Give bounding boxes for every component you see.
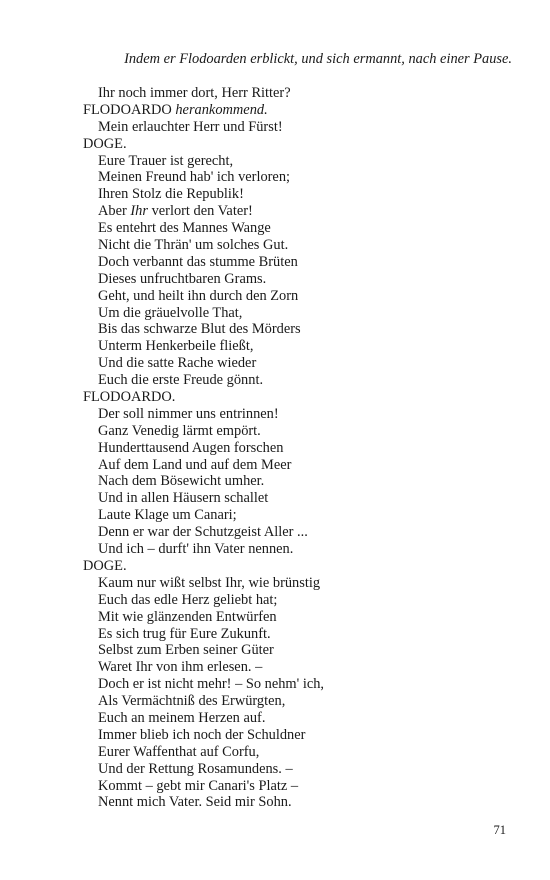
speaker-name (83, 558, 523, 575)
verse-text: Um die gräuelvolle That, (98, 304, 243, 321)
verse-line (83, 626, 523, 643)
verse-line (83, 592, 523, 609)
verse-text: Eurer Waffenthat auf Corfu, (98, 743, 260, 760)
verse-text: Euch die erste Freude gönnt. (98, 372, 264, 389)
verse-text: Mein erlauchter Herr und Fürst! (98, 118, 283, 135)
verse-text: Es sich trug für Eure Zukunft. (98, 625, 271, 642)
verse-line (83, 778, 523, 795)
verse-line (83, 203, 523, 220)
verse-line (83, 490, 523, 507)
verse-line (83, 338, 523, 355)
speaker-label: DOGE. (83, 557, 127, 574)
verse-line (83, 169, 523, 186)
verse-text: Nennt mich Vater. Seid mir Sohn. (98, 794, 292, 811)
verse-line (83, 659, 523, 676)
page-number: 71 (493, 823, 506, 837)
verse-line (83, 406, 523, 423)
verse-line (83, 609, 523, 626)
verse-text: Doch verbannt das stumme Brüten (98, 253, 298, 270)
verse-text: Und die satte Rache wieder (98, 355, 257, 372)
verse-line (83, 642, 523, 659)
verse-line (83, 271, 523, 288)
speaker-name (83, 102, 523, 119)
verse-text: Doch er ist nicht mehr! – So nehm' ich, (98, 676, 324, 693)
verse-line (83, 305, 523, 322)
verse-line (83, 186, 523, 203)
verse-text: Hunderttausend Augen forschen (98, 439, 284, 456)
verse-text: Immer blieb ich noch der Schuldner (98, 726, 306, 743)
dialogue-text (83, 85, 523, 811)
verse-text: Mit wie glänzenden Entwürfen (98, 608, 277, 625)
speaker-label: DOGE. (83, 135, 127, 152)
verse-line (83, 541, 523, 558)
stage-note: herankommend. (175, 101, 268, 118)
speaker-label: FLODOARDO. (83, 389, 176, 406)
verse-line (83, 710, 523, 727)
verse-line (83, 524, 523, 541)
verse-text: Aber (98, 203, 131, 220)
verse-text: Der soll nimmer uns entrinnen! (98, 405, 279, 422)
verse-line (83, 85, 523, 102)
verse-line (83, 457, 523, 474)
verse-line (83, 440, 523, 457)
verse-text: Eure Trauer ist gerecht, (98, 152, 234, 169)
verse-line (83, 423, 523, 440)
verse-line (83, 676, 523, 693)
speaker-name (83, 389, 523, 406)
verse-text: Euch das edle Herz geliebt hat; (98, 591, 278, 608)
verse-text: Ihren Stolz die Republik! (98, 186, 244, 203)
verse-text: Nicht die Thrän' um solches Gut. (98, 237, 289, 254)
emphasized-word: Ihr (130, 203, 148, 220)
verse-line (83, 355, 523, 372)
verse-text: Unterm Henkerbeile fließt, (98, 338, 254, 355)
verse-text: Denn er war der Schutzgeist Aller ... (98, 524, 308, 541)
verse-line (83, 220, 523, 237)
verse-text: Selbst zum Erben seiner Güter (98, 642, 274, 659)
verse-line (83, 321, 523, 338)
verse-line (83, 372, 523, 389)
verse-line (83, 119, 523, 136)
verse-line (83, 727, 523, 744)
verse-text: Dieses unfruchtbaren Grams. (98, 270, 267, 287)
verse-text: Und ich – durft' ihn Vater nennen. (98, 541, 294, 558)
verse-line (83, 794, 523, 811)
verse-line (83, 575, 523, 592)
verse-line (83, 507, 523, 524)
verse-line (83, 744, 523, 761)
verse-line (83, 693, 523, 710)
verse-line (83, 254, 523, 271)
verse-text: Es entehrt des Mannes Wange (98, 220, 271, 237)
verse-line (83, 237, 523, 254)
verse-text: Und in allen Häusern schallet (98, 490, 269, 507)
verse-text: Euch an meinem Herzen auf. (98, 709, 266, 726)
verse-line (83, 761, 523, 778)
verse-text: Als Vermächtniß des Erwürgten, (98, 693, 286, 710)
verse-text: Ihr noch immer dort, Herr Ritter? (98, 85, 291, 101)
verse-text: Laute Klage um Canari; (98, 507, 237, 524)
verse-text: Kommt – gebt mir Canari's Platz – (98, 777, 299, 794)
verse-text: Geht, und heilt ihn durch den Zorn (98, 287, 299, 304)
verse-text: Ganz Venedig lärmt empört. (98, 422, 261, 439)
verse-text: verlort den Vater! (147, 203, 253, 220)
verse-line (83, 473, 523, 490)
verse-text: Kaum nur wißt selbst Ihr, wie brünstig (98, 574, 321, 591)
verse-line (83, 153, 523, 170)
verse-text: Auf dem Land und auf dem Meer (98, 456, 292, 473)
verse-line (83, 288, 523, 305)
speaker-name (83, 136, 523, 153)
verse-text: Und der Rettung Rosamundens. – (98, 760, 293, 777)
verse-text: Meinen Freund hab' ich verloren; (98, 169, 291, 186)
verse-text: Waret Ihr von ihm erlesen. – (98, 659, 263, 676)
stage-direction: Indem er Flodoarden erblickt, und sich ermannt, nach einer Pause. (124, 51, 512, 67)
speaker-label: FLODOARDO (83, 101, 172, 118)
verse-text: Bis das schwarze Blut des Mörders (98, 321, 301, 338)
verse-text: Nach dem Bösewicht umher. (98, 473, 265, 490)
